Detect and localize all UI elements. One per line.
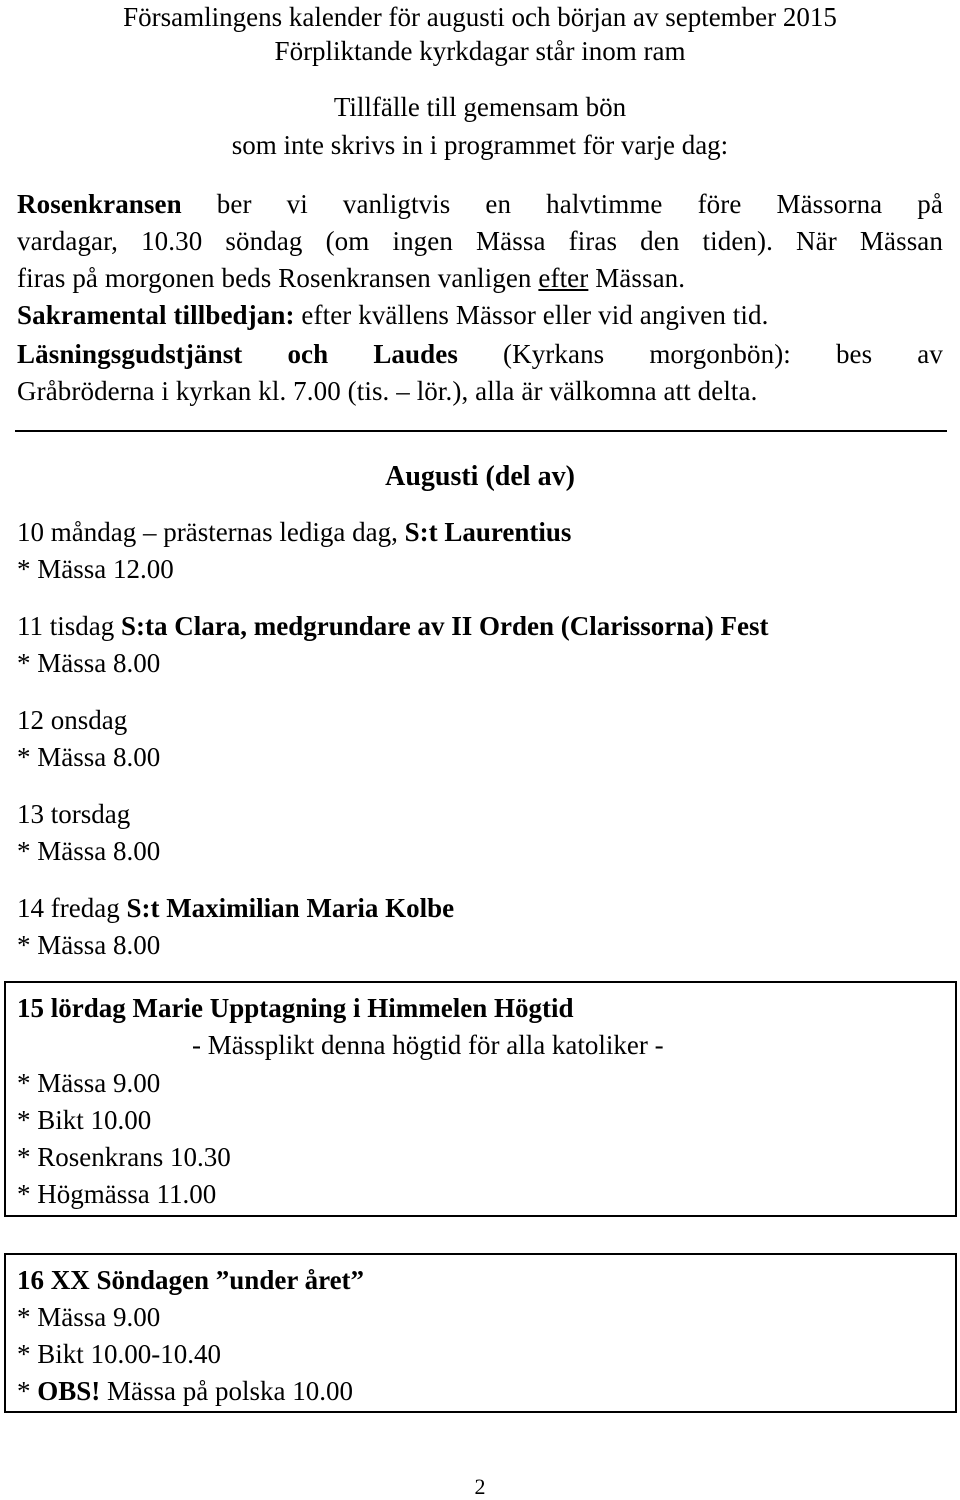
box2-item: * Bikt 10.00-10.40 xyxy=(17,1339,222,1369)
readings-text: (Kyrkans morgonbön): bes av xyxy=(503,339,943,369)
box1-item: * Mässa 9.00 xyxy=(17,1068,161,1098)
box1-item: * Rosenkrans 10.30 xyxy=(17,1142,231,1172)
day-11-feast: S:ta Clara, medgrundare av II Orden (Clarissorna) Fest xyxy=(121,611,769,641)
rosary-line2: vardagar, 10.30 söndag (om ingen Mässa firas den tiden). När Mässan xyxy=(17,226,943,256)
adoration-label: Sakramental tillbedjan: xyxy=(17,300,295,330)
calendar-subtitle: Förpliktande kyrkdagar står inom ram xyxy=(274,36,686,66)
readings-och: och xyxy=(287,339,329,369)
box1-note: - Mässplikt denna högtid för alla katoliker - xyxy=(192,1030,664,1060)
readings-line1 xyxy=(17,336,943,373)
obs-prefix: * xyxy=(17,1376,38,1406)
day-10-item: * Mässa 12.00 xyxy=(17,554,174,584)
day-11 xyxy=(17,608,768,645)
day-11-item: * Mässa 8.00 xyxy=(17,648,161,678)
day-14-feast: S:t Maximilian Maria Kolbe xyxy=(126,893,455,923)
divider xyxy=(15,430,947,432)
day-11-label: 11 tisdag xyxy=(17,611,121,641)
prayer-heading-line2: som inte skrivs in i programmet för varje dag: xyxy=(231,130,729,160)
calendar-title: Församlingens kalender för augusti och början av september 2015 xyxy=(123,2,837,32)
readings-label: Läsningsgudstjänst xyxy=(17,339,243,369)
box2-title: 16 XX Söndagen ”under året” xyxy=(17,1265,365,1295)
laudes-label: Laudes xyxy=(373,339,458,369)
box2-obs xyxy=(17,1373,353,1410)
prayer-heading-line1: Tillfälle till gemensam bön xyxy=(333,92,627,122)
rosary-line3 xyxy=(17,260,685,297)
adoration-line xyxy=(17,297,768,334)
adoration-text: efter kvällens Mässor eller vid angiven tid. xyxy=(294,300,769,330)
day-10-feast: S:t Laurentius xyxy=(404,517,572,547)
obs-text: Mässa på polska 10.00 xyxy=(100,1376,353,1406)
box1-title: 15 lördag Marie Upptagning i Himmelen Högtid xyxy=(17,993,574,1023)
day-14-item: * Mässa 8.00 xyxy=(17,930,161,960)
day-12-item: * Mässa 8.00 xyxy=(17,742,161,772)
rosary-line1 xyxy=(17,186,943,223)
rosary-line3-text: firas på morgonen beds Rosenkransen vanligen xyxy=(17,263,539,293)
obligation-box-15 xyxy=(4,981,957,1217)
box2-item: * Mässa 9.00 xyxy=(17,1302,161,1332)
obligation-box-16 xyxy=(4,1253,957,1413)
box1-item: * Högmässa 11.00 xyxy=(17,1179,217,1209)
month-heading: Augusti (del av) xyxy=(385,461,575,492)
day-10 xyxy=(17,514,571,551)
rosary-label: Rosenkransen xyxy=(17,189,182,219)
day-12: 12 onsdag xyxy=(17,705,128,735)
rosary-line3-end: Mässan. xyxy=(588,263,686,293)
day-14 xyxy=(17,890,454,927)
readings-line2: Gråbröderna i kyrkan kl. 7.00 (tis. – lör.), alla är välkomna att delta. xyxy=(17,376,758,406)
day-14-label: 14 fredag xyxy=(17,893,127,923)
after-underlined: efter xyxy=(538,263,589,293)
page-number: 2 xyxy=(474,1474,486,1499)
day-10-label: 10 måndag – prästernas lediga dag, xyxy=(17,517,405,547)
day-13: 13 torsdag xyxy=(17,799,131,829)
box1-item: * Bikt 10.00 xyxy=(17,1105,152,1135)
day-13-item: * Mässa 8.00 xyxy=(17,836,161,866)
obs-label: OBS! xyxy=(37,1376,101,1406)
rosary-text: ber vi vanligtvis en halvtimme före Mässorna på xyxy=(216,189,943,219)
